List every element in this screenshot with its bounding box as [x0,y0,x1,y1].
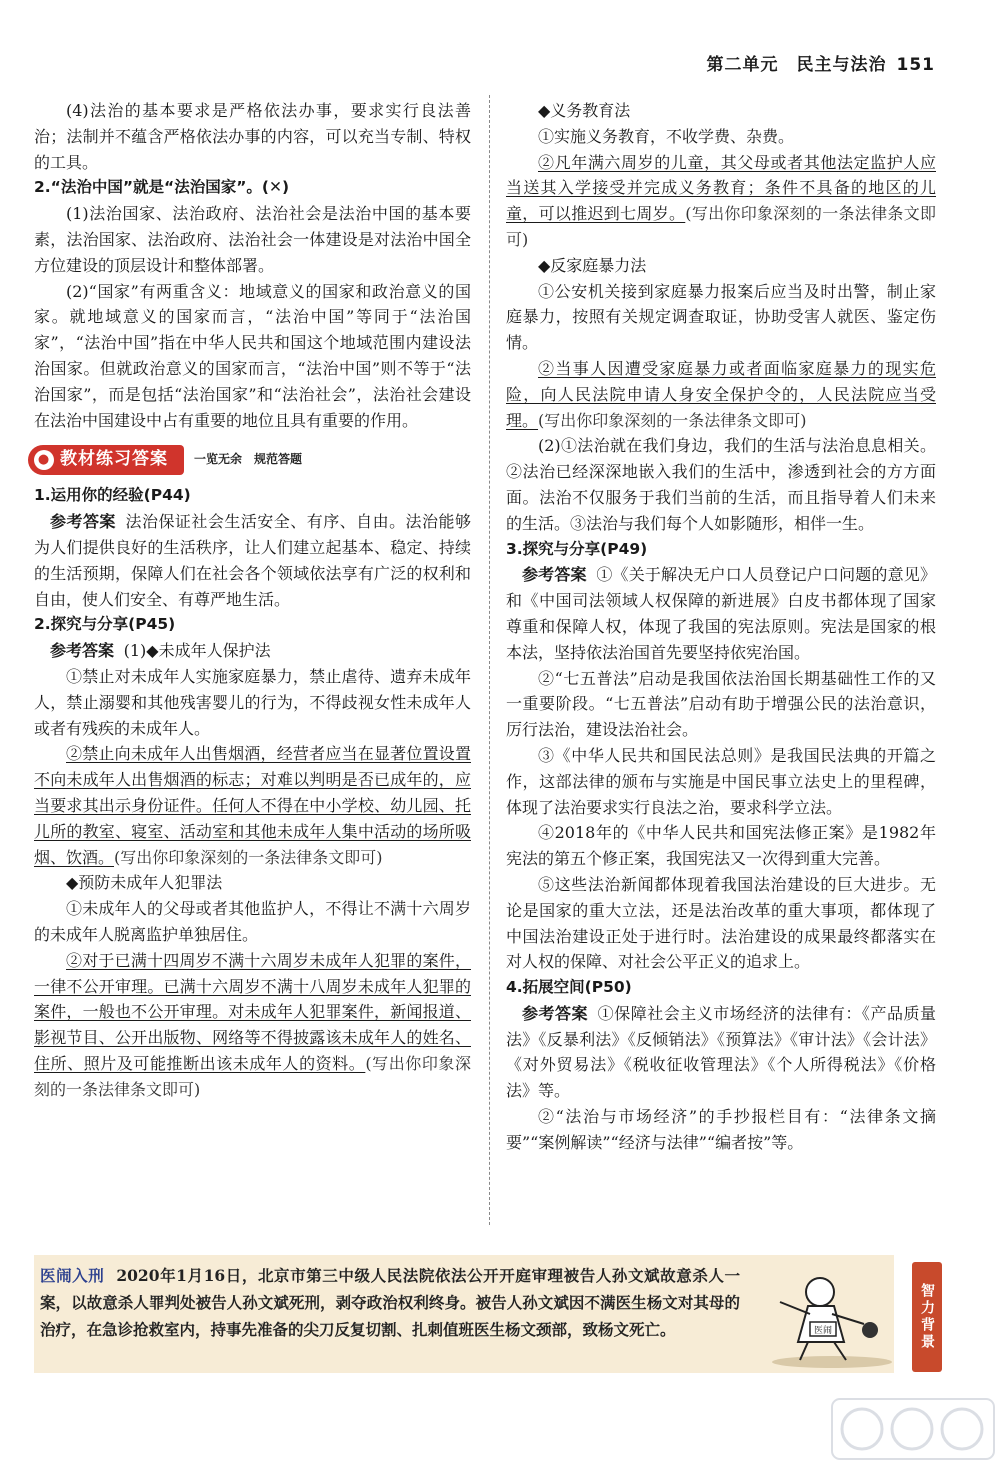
prevention-law-item-1: ①未成年人的父母或者其他监护人，不得让不满十六周岁的未成年人脱离监护单独居住。 [34,899,471,944]
section-1-title: 1.运用你的经验(P44) [34,486,191,505]
section-banner [28,445,471,475]
left-column [34,98,471,1102]
answer-label: 参考答案 [522,565,587,585]
cartoon-label: 医闹 [813,1326,833,1336]
prevention-law-item-2: ②对于已满十四周岁不满十六周岁未成年人犯罪的案件，一律不公开审理。已满十六周岁不满十八周岁未成年人犯罪的案件，一般也不公开审理。对未成年人犯罪案件，新闻报道、影视节目、公开出版物、网络等不得披露该未成年人的姓名、住所、照片及可能推断出该未成年人的资料。(写出你印象深刻的一条法律条文即可) [34,950,471,1099]
doctor-cartoon-illustration [760,1262,900,1370]
answer-label: 参考答案 [522,1003,589,1023]
education-law-item-1: ①实施义务教育，不收学费、杂费。 [538,126,795,146]
story-lead: 医闹入刑 [40,1266,105,1285]
question-2-point-2: (2)“国家”有两重含义：地域意义的国家和政治意义的国家。就地域意义的国家而言，“法治中国”等同于“法治国家”，“法治中国”指在中华人民共和国这个地域范围内建设法治国家。但就政治意义的国家而言，“法治中国”则不等于“法治国家”，而是包括“法治国家”和“法治社会”，法治社会建设在法治中国建设中占有重要的地位且具有重要的作用。 [34,281,471,430]
story-text: 2020年1月16日，北京市第三中级人民法院依法公开开庭审理被告人孙文斌故意杀人一案，以故意杀人罪判处被告人孙文斌死刑，剥夺政治权利终身。被告人孙文斌因不满医生杨文对其母的治疗，在急诊抢救室内，持事先准备的尖刀反复切割、扎刺值班医生杨文颈部，致杨文死亡。 [40,1266,740,1339]
section-4-title: 4.拓展空间(P50) [506,978,632,997]
section-4-answer-1: 参考答案 ①保障社会主义市场经济的法律有：《产品质量法》《反暴利法》《反倾销法》《预算法》《审计法》《会计法》《对外贸易法》《税收征收管理法》《个人所得税法》《价格法》等。 [506,1003,936,1101]
minor-law-item-1: ①禁止对未成年人实施家庭暴力，禁止虐待、遗弃未成年人，禁止溺婴和其他残害婴儿的行为，不得歧视女性未成年人或者有残疾的未成年人。 [34,666,471,738]
law-heading-prevention: ◆预防未成年人犯罪法 [66,873,223,893]
banner-subtitle: 一览无余 规范答题 [194,452,303,467]
section-2-lead: 参考答案 (1)◆未成年人保护法 [50,641,271,661]
background-story [40,1262,740,1343]
section-2-part-2: (2)①法治就在我们身边，我们的生活与法治息息相关。②法治已经深深地嵌入我们的生活中，渗透到社会的方方面面。法治不仅服务于我们当前的生活，而且指导着人们未来的生活。③法治与我们每个人如影随形，相伴一生。 [506,436,936,533]
section-3-answer-4: ④2018年的《中华人民共和国宪法修正案》是1982年宪法的第五个修正案，我国宪法又一次得到重大完善。 [506,823,936,869]
law-heading-education: ◆义务教育法 [538,101,631,120]
page-number: 151 [896,55,935,75]
question-2-point-1: (1)法治国家、法治政府、法治社会是法治中国的基本要素，法治国家、法治政府、法治社会一体建设是对法治中国全方位建设的顶层设计和整体部署。 [34,204,471,275]
education-law-item-2: ②凡年满六周岁的儿童，其父母或者其他法定监护人应当送其入学接受并完成义务教育；条件不具备的地区的儿童，可以推迟到七周岁。(写出你印象深刻的一条法律条文即可) [506,152,936,249]
book-icon: ● [34,450,54,470]
column-divider [489,95,490,1225]
right-column [506,98,936,1156]
section-3-answer-3: ③《中华人民共和国民法总则》是我国民法典的开篇之作，这部法律的颁布与实施是中国民事立法史上的里程碑，体现了法治要求实行良法之治，要求科学立法。 [506,745,936,817]
answer-label: 参考答案 [50,641,115,661]
side-tab: 智力背景 [912,1262,942,1372]
answer-label: 参考答案 [50,512,116,532]
page-header [707,50,936,75]
section-3-answer-1: 参考答案 ①《关于解决无户口人员登记户口问题的意见》和《中国司法领域人权保障的新进展》白皮书都体现了国家尊重和保障人权，体现了我国的宪法原则。宪法是国家的根本法，坚持依法治国首先要坚持依宪治国。 [506,565,936,662]
minor-law-item-2: ②禁止向未成年人出售烟酒，经营者应当在显著位置设置不向未成年人出售烟酒的标志；对难以判明是否已成年的，应当要求其出示身份证件。任何人不得在中小学校、幼儿园、托儿所的教室、寝室、活动室和其他未成年人集中活动的场所吸烟、饮酒。(写出你印象深刻的一条法律条文即可) [34,744,471,867]
banner-title-box [28,445,184,475]
intro-paragraph: (4)法治的基本要求是严格依法办事，要求实行良法善治；法制并不蕴含严格依法办事的内容，可以充当专制、特权的工具。 [34,101,471,172]
section-2-title: 2.探究与分享(P45) [34,615,176,634]
unit-title: 第二单元 民主与法治 [706,55,887,75]
domestic-violence-item-1: ①公安机关接到家庭暴力报案后应当及时出警，制止家庭暴力，按照有关规定调查取证，协助受害人就医、鉴定伤情。 [506,281,936,353]
domestic-violence-item-2: ②当事人因遭受家庭暴力或者面临家庭暴力的现实危险，向人民法院申请人身安全保护令的，人民法院应当受理。(写出你印象深刻的一条法律条文即可) [506,358,936,430]
law-heading-domestic-violence: ◆反家庭暴力法 [538,255,647,275]
watermark-logo [828,1395,998,1463]
banner-title: 教材练习答案 [60,449,168,470]
section-1-answer: 参考答案 法治保证社会生活安全、有序、自由。法治能够为人们提供良好的生活秩序，让人们建立起基本、稳定、持续的生活预期，保障人们在社会各个领域依法享有广泛的权利和自由，使人们安全、有尊严地生活。 [34,512,471,609]
section-4-answer-2: ②“法治与市场经济”的手抄报栏目有：“法律条文摘要”“案例解读”“经济与法律”“编者按”等。 [506,1107,936,1152]
section-3-answer-5: ⑤这些法治新闻都体现着我国法治建设的巨大进步。无论是国家的重大立法，还是法治改革的重大事项，都体现了中国法治建设正处于进行时。法治建设的成果最终都落实在对人权的保障、对社会公平正义的追求上。 [506,874,936,972]
section-3-title: 3.探究与分享(P49) [506,539,648,558]
section-3-answer-2: ②“七五普法”启动是我国依法治国长期基础性工作的又一重要阶段。“七五普法”启动有助于增强公民的法治意识，厉行法治，建设法治社会。 [506,668,936,740]
question-2-title: 2.“法治中国”就是“法治国家”。(✕) [34,178,290,197]
